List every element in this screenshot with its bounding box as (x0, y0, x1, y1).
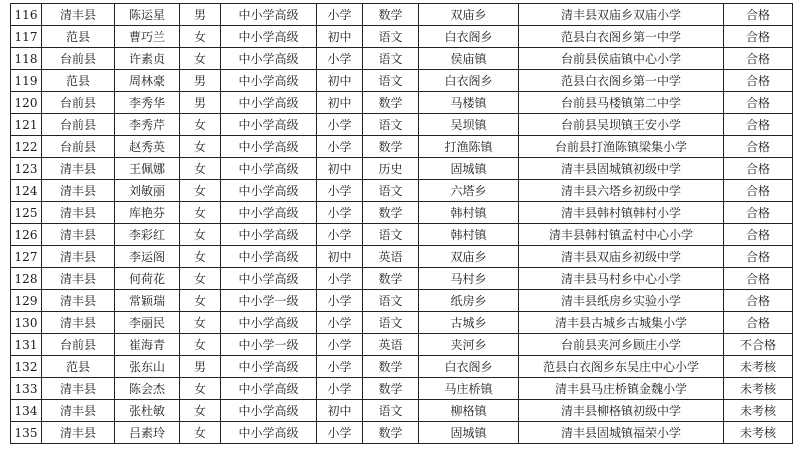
township-cell: 白衣阁乡 (419, 70, 519, 92)
teacher-name-cell: 周林豪 (115, 70, 180, 92)
row-number-cell: 132 (11, 356, 42, 378)
school-name-cell: 清丰县韩村镇孟村中心小学 (519, 224, 724, 246)
subject-cell: 数学 (363, 268, 419, 290)
professional-title-cell: 中小学高级 (221, 246, 317, 268)
table-row (11, 92, 793, 114)
school-level-cell: 初中 (317, 70, 363, 92)
subject-cell: 数学 (363, 356, 419, 378)
row-number-cell: 123 (11, 158, 42, 180)
roster-body (11, 4, 793, 444)
table-row (11, 114, 793, 136)
school-level-cell: 小学 (317, 334, 363, 356)
gender-cell: 男 (180, 92, 221, 114)
teacher-name-cell: 刘敏丽 (115, 180, 180, 202)
teacher-name-cell: 张杜敏 (115, 400, 180, 422)
school-level-cell: 初中 (317, 92, 363, 114)
township-cell: 韩村镇 (419, 224, 519, 246)
professional-title-cell: 中小学高级 (221, 180, 317, 202)
gender-cell: 女 (180, 224, 221, 246)
gender-cell: 女 (180, 378, 221, 400)
teacher-name-cell: 库艳芬 (115, 202, 180, 224)
county-cell: 清丰县 (42, 290, 115, 312)
township-cell: 固城镇 (419, 422, 519, 444)
professional-title-cell: 中小学高级 (221, 48, 317, 70)
gender-cell: 女 (180, 400, 221, 422)
table-row (11, 422, 793, 444)
subject-cell: 语文 (363, 26, 419, 48)
school-name-cell: 清丰县柳格镇初级中学 (519, 400, 724, 422)
row-number-cell: 130 (11, 312, 42, 334)
row-number-cell: 131 (11, 334, 42, 356)
teacher-name-cell: 许素贞 (115, 48, 180, 70)
professional-title-cell: 中小学高级 (221, 158, 317, 180)
teacher-name-cell: 何荷花 (115, 268, 180, 290)
gender-cell: 女 (180, 422, 221, 444)
county-cell: 范县 (42, 356, 115, 378)
county-cell: 清丰县 (42, 158, 115, 180)
assessment-result-cell: 合格 (724, 158, 793, 180)
subject-cell: 数学 (363, 136, 419, 158)
county-cell: 清丰县 (42, 268, 115, 290)
county-cell: 清丰县 (42, 400, 115, 422)
school-level-cell: 小学 (317, 202, 363, 224)
table-row (11, 246, 793, 268)
school-level-cell: 初中 (317, 400, 363, 422)
school-level-cell: 小学 (317, 356, 363, 378)
table-row (11, 224, 793, 246)
row-number-cell: 134 (11, 400, 42, 422)
teacher-name-cell: 李丽民 (115, 312, 180, 334)
assessment-result-cell: 合格 (724, 114, 793, 136)
school-name-cell: 清丰县固城镇福荣小学 (519, 422, 724, 444)
subject-cell: 语文 (363, 400, 419, 422)
row-number-cell: 117 (11, 26, 42, 48)
assessment-result-cell: 合格 (724, 290, 793, 312)
township-cell: 固城镇 (419, 158, 519, 180)
professional-title-cell: 中小学高级 (221, 136, 317, 158)
township-cell: 侯庙镇 (419, 48, 519, 70)
gender-cell: 男 (180, 70, 221, 92)
county-cell: 台前县 (42, 48, 115, 70)
table-row (11, 290, 793, 312)
assessment-result-cell: 未考核 (724, 356, 793, 378)
professional-title-cell: 中小学高级 (221, 4, 317, 26)
school-level-cell: 小学 (317, 312, 363, 334)
subject-cell: 语文 (363, 312, 419, 334)
school-name-cell: 清丰县双庙乡双庙小学 (519, 4, 724, 26)
teacher-name-cell: 赵秀英 (115, 136, 180, 158)
teacher-name-cell: 张东山 (115, 356, 180, 378)
professional-title-cell: 中小学高级 (221, 70, 317, 92)
professional-title-cell: 中小学高级 (221, 224, 317, 246)
gender-cell: 女 (180, 136, 221, 158)
subject-cell: 历史 (363, 158, 419, 180)
assessment-result-cell: 合格 (724, 202, 793, 224)
table-row (11, 70, 793, 92)
professional-title-cell: 中小学高级 (221, 268, 317, 290)
township-cell: 柳格镇 (419, 400, 519, 422)
subject-cell: 数学 (363, 202, 419, 224)
school-level-cell: 小学 (317, 4, 363, 26)
row-number-cell: 121 (11, 114, 42, 136)
gender-cell: 女 (180, 268, 221, 290)
row-number-cell: 133 (11, 378, 42, 400)
professional-title-cell: 中小学高级 (221, 400, 317, 422)
school-name-cell: 范县白衣阁乡东吴庄中心小学 (519, 356, 724, 378)
row-number-cell: 116 (11, 4, 42, 26)
row-number-cell: 135 (11, 422, 42, 444)
township-cell: 双庙乡 (419, 246, 519, 268)
township-cell: 夹河乡 (419, 334, 519, 356)
teacher-name-cell: 李秀华 (115, 92, 180, 114)
table-row (11, 48, 793, 70)
county-cell: 台前县 (42, 114, 115, 136)
subject-cell: 数学 (363, 378, 419, 400)
school-name-cell: 台前县侯庙镇中心小学 (519, 48, 724, 70)
county-cell: 清丰县 (42, 312, 115, 334)
school-name-cell: 台前县马楼镇第二中学 (519, 92, 724, 114)
professional-title-cell: 中小学高级 (221, 422, 317, 444)
school-name-cell: 范县白衣阁乡第一中学 (519, 26, 724, 48)
assessment-result-cell: 合格 (724, 246, 793, 268)
professional-title-cell: 中小学一级 (221, 290, 317, 312)
table-row (11, 268, 793, 290)
school-name-cell: 清丰县双庙乡初级中学 (519, 246, 724, 268)
school-level-cell: 小学 (317, 422, 363, 444)
gender-cell: 女 (180, 26, 221, 48)
subject-cell: 语文 (363, 70, 419, 92)
table-row (11, 26, 793, 48)
gender-cell: 女 (180, 114, 221, 136)
table-row (11, 158, 793, 180)
school-name-cell: 清丰县固城镇初级中学 (519, 158, 724, 180)
county-cell: 范县 (42, 70, 115, 92)
professional-title-cell: 中小学高级 (221, 202, 317, 224)
row-number-cell: 127 (11, 246, 42, 268)
school-name-cell: 范县白衣阁乡第一中学 (519, 70, 724, 92)
professional-title-cell: 中小学高级 (221, 26, 317, 48)
row-number-cell: 120 (11, 92, 42, 114)
gender-cell: 男 (180, 4, 221, 26)
school-name-cell: 清丰县韩村镇韩村小学 (519, 202, 724, 224)
table-row (11, 378, 793, 400)
township-cell: 白衣阁乡 (419, 26, 519, 48)
table-row (11, 334, 793, 356)
school-name-cell: 清丰县马庄桥镇金魏小学 (519, 378, 724, 400)
county-cell: 范县 (42, 26, 115, 48)
assessment-result-cell: 合格 (724, 224, 793, 246)
gender-cell: 女 (180, 312, 221, 334)
school-level-cell: 小学 (317, 268, 363, 290)
assessment-result-cell: 不合格 (724, 334, 793, 356)
professional-title-cell: 中小学高级 (221, 92, 317, 114)
township-cell: 白衣阁乡 (419, 356, 519, 378)
gender-cell: 女 (180, 202, 221, 224)
teacher-name-cell: 崔海青 (115, 334, 180, 356)
subject-cell: 数学 (363, 422, 419, 444)
row-number-cell: 118 (11, 48, 42, 70)
school-name-cell: 台前县吴坝镇王安小学 (519, 114, 724, 136)
township-cell: 打渔陈镇 (419, 136, 519, 158)
school-level-cell: 小学 (317, 136, 363, 158)
professional-title-cell: 中小学高级 (221, 114, 317, 136)
professional-title-cell: 中小学一级 (221, 334, 317, 356)
assessment-result-cell: 合格 (724, 180, 793, 202)
subject-cell: 数学 (363, 92, 419, 114)
county-cell: 清丰县 (42, 224, 115, 246)
township-cell: 吴坝镇 (419, 114, 519, 136)
subject-cell: 语文 (363, 114, 419, 136)
table-row (11, 180, 793, 202)
teacher-name-cell: 李彩红 (115, 224, 180, 246)
row-number-cell: 122 (11, 136, 42, 158)
school-level-cell: 小学 (317, 180, 363, 202)
row-number-cell: 128 (11, 268, 42, 290)
school-name-cell: 清丰县六塔乡初级中学 (519, 180, 724, 202)
assessment-result-cell: 合格 (724, 4, 793, 26)
school-level-cell: 小学 (317, 378, 363, 400)
gender-cell: 女 (180, 290, 221, 312)
school-level-cell: 小学 (317, 114, 363, 136)
assessment-result-cell: 合格 (724, 92, 793, 114)
assessment-result-cell: 合格 (724, 136, 793, 158)
school-level-cell: 初中 (317, 26, 363, 48)
assessment-result-cell: 合格 (724, 70, 793, 92)
subject-cell: 语文 (363, 180, 419, 202)
gender-cell: 女 (180, 158, 221, 180)
teacher-name-cell: 陈运星 (115, 4, 180, 26)
county-cell: 清丰县 (42, 180, 115, 202)
teacher-name-cell: 曹巧兰 (115, 26, 180, 48)
teacher-name-cell: 李秀芹 (115, 114, 180, 136)
county-cell: 清丰县 (42, 246, 115, 268)
assessment-result-cell: 合格 (724, 268, 793, 290)
gender-cell: 女 (180, 48, 221, 70)
table-row (11, 356, 793, 378)
row-number-cell: 129 (11, 290, 42, 312)
township-cell: 韩村镇 (419, 202, 519, 224)
county-cell: 清丰县 (42, 4, 115, 26)
township-cell: 马村乡 (419, 268, 519, 290)
subject-cell: 语文 (363, 48, 419, 70)
teacher-name-cell: 吕素玲 (115, 422, 180, 444)
row-number-cell: 124 (11, 180, 42, 202)
county-cell: 台前县 (42, 334, 115, 356)
assessment-result-cell: 未考核 (724, 400, 793, 422)
teacher-name-cell: 常颖瑞 (115, 290, 180, 312)
assessment-result-cell: 未考核 (724, 378, 793, 400)
school-name-cell: 清丰县马村乡中心小学 (519, 268, 724, 290)
township-cell: 马楼镇 (419, 92, 519, 114)
township-cell: 古城乡 (419, 312, 519, 334)
table-row (11, 312, 793, 334)
row-number-cell: 119 (11, 70, 42, 92)
gender-cell: 女 (180, 180, 221, 202)
subject-cell: 语文 (363, 224, 419, 246)
professional-title-cell: 中小学高级 (221, 312, 317, 334)
professional-title-cell: 中小学高级 (221, 356, 317, 378)
school-level-cell: 小学 (317, 224, 363, 246)
subject-cell: 数学 (363, 4, 419, 26)
school-name-cell: 清丰县古城乡古城集小学 (519, 312, 724, 334)
teacher-name-cell: 陈会杰 (115, 378, 180, 400)
school-level-cell: 初中 (317, 246, 363, 268)
subject-cell: 英语 (363, 246, 419, 268)
table-row (11, 400, 793, 422)
assessment-result-cell: 合格 (724, 48, 793, 70)
table-row (11, 4, 793, 26)
township-cell: 纸房乡 (419, 290, 519, 312)
row-number-cell: 125 (11, 202, 42, 224)
assessment-result-cell: 合格 (724, 312, 793, 334)
county-cell: 清丰县 (42, 202, 115, 224)
county-cell: 清丰县 (42, 422, 115, 444)
teacher-name-cell: 李运阁 (115, 246, 180, 268)
subject-cell: 英语 (363, 334, 419, 356)
teacher-name-cell: 王佩娜 (115, 158, 180, 180)
assessment-result-cell: 未考核 (724, 422, 793, 444)
school-level-cell: 初中 (317, 158, 363, 180)
assessment-result-cell: 合格 (724, 26, 793, 48)
gender-cell: 女 (180, 246, 221, 268)
school-name-cell: 台前县夹河乡顾庄小学 (519, 334, 724, 356)
school-level-cell: 小学 (317, 48, 363, 70)
gender-cell: 女 (180, 334, 221, 356)
county-cell: 台前县 (42, 136, 115, 158)
gender-cell: 男 (180, 356, 221, 378)
subject-cell: 语文 (363, 290, 419, 312)
table-row (11, 136, 793, 158)
teacher-roster-table (10, 3, 793, 444)
row-number-cell: 126 (11, 224, 42, 246)
township-cell: 马庄桥镇 (419, 378, 519, 400)
county-cell: 台前县 (42, 92, 115, 114)
county-cell: 清丰县 (42, 378, 115, 400)
school-name-cell: 台前县打渔陈镇梁集小学 (519, 136, 724, 158)
professional-title-cell: 中小学高级 (221, 378, 317, 400)
township-cell: 六塔乡 (419, 180, 519, 202)
school-name-cell: 清丰县纸房乡实验小学 (519, 290, 724, 312)
township-cell: 双庙乡 (419, 4, 519, 26)
school-level-cell: 小学 (317, 290, 363, 312)
table-row (11, 202, 793, 224)
